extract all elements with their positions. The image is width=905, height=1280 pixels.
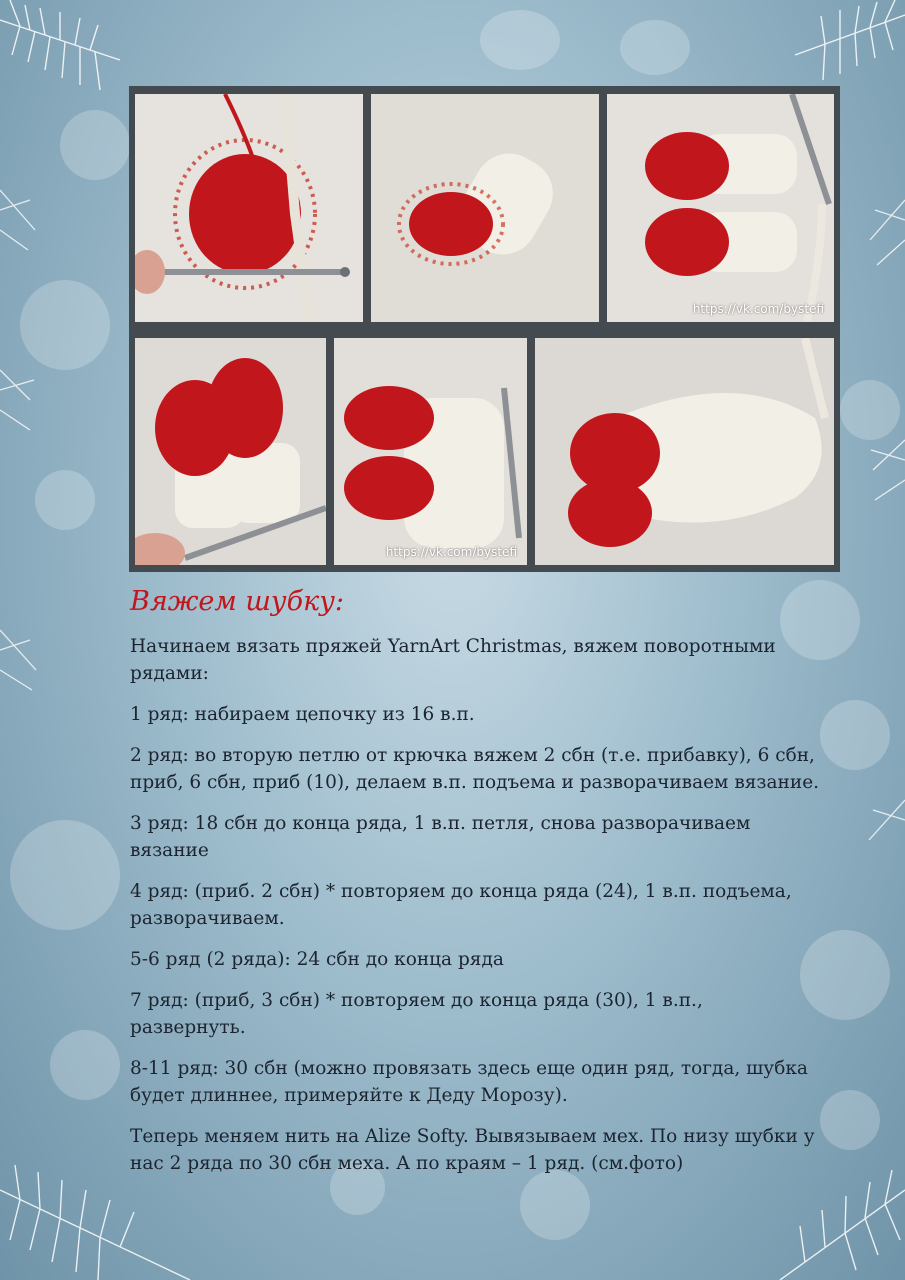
instruction-paragraph: 1 ряд: набираем цепочку из 16 в.п. xyxy=(130,704,475,725)
bokeh-light xyxy=(820,1090,880,1150)
bokeh-light xyxy=(35,470,95,530)
photo-3-image xyxy=(607,94,834,322)
photo-step-2 xyxy=(371,94,599,322)
photo-watermark: https://vk.com/bystefi xyxy=(385,545,517,559)
instructions-section xyxy=(130,586,820,1191)
instruction-paragraph: Теперь меняем нить на Alize Softy. Вывязываем мех. По низу шубки у нас 2 ряда по 30 сбн меха. А по краям – 1 ряд. (см.фото) xyxy=(130,1126,815,1174)
instruction-paragraph: 3 ряд: 18 сбн до конца ряда, 1 в.п. петля, снова разворачиваем вязание xyxy=(130,813,751,861)
pine-branch-left xyxy=(0,170,40,730)
bokeh-light xyxy=(620,20,690,75)
photo-step-6 xyxy=(535,338,834,565)
photo-2-image xyxy=(371,94,599,322)
photo-watermark: https://vk.com/bystefi xyxy=(692,302,824,316)
photo-1-image xyxy=(135,94,363,322)
bokeh-light xyxy=(60,110,130,180)
photo-step-4 xyxy=(135,338,326,565)
instruction-paragraph: 5-6 ряд (2 ряда): 24 сбн до конца ряда xyxy=(130,949,504,970)
pine-branch-top-right xyxy=(785,0,905,100)
photo-4-image xyxy=(135,338,326,565)
bokeh-light xyxy=(50,1030,120,1100)
instruction-paragraph: 7 ряд: (приб, 3 сбн) * повторяем до конца ряда (30), 1 в.п., развернуть. xyxy=(130,990,703,1038)
instruction-paragraph: 8-11 ряд: 30 сбн (можно провязать здесь еще один ряд, тогда, шубка будет длиннее, примеряйте к Деду Морозу). xyxy=(130,1058,808,1106)
photo-collage xyxy=(129,86,840,572)
section-heading: Вяжем шубку: xyxy=(130,586,344,617)
photo-step-1 xyxy=(135,94,363,322)
photo-step-3 xyxy=(607,94,834,322)
instruction-paragraph: 4 ряд: (приб. 2 сбн) * повторяем до конца ряда (24), 1 в.п. подъема, разворачиваем. xyxy=(130,881,792,929)
photo-5-image xyxy=(334,338,527,565)
bokeh-light xyxy=(10,820,120,930)
photo-6-image xyxy=(535,338,834,565)
instruction-paragraph: Начинаем вязать пряжей YarnArt Christmas, вяжем поворотными рядами: xyxy=(130,636,776,684)
pine-branch-right xyxy=(865,180,905,880)
photo-step-5 xyxy=(334,338,527,565)
instruction-paragraph: 2 ряд: во вторую петлю от крючка вяжем 2 сбн (т.е. прибавку), 6 сбн, приб, 6 сбн, приб (10), делаем в.п. подъема и разворачиваем вязание. xyxy=(130,745,820,793)
bokeh-light xyxy=(480,10,560,70)
pine-branch-top-left xyxy=(0,0,130,110)
